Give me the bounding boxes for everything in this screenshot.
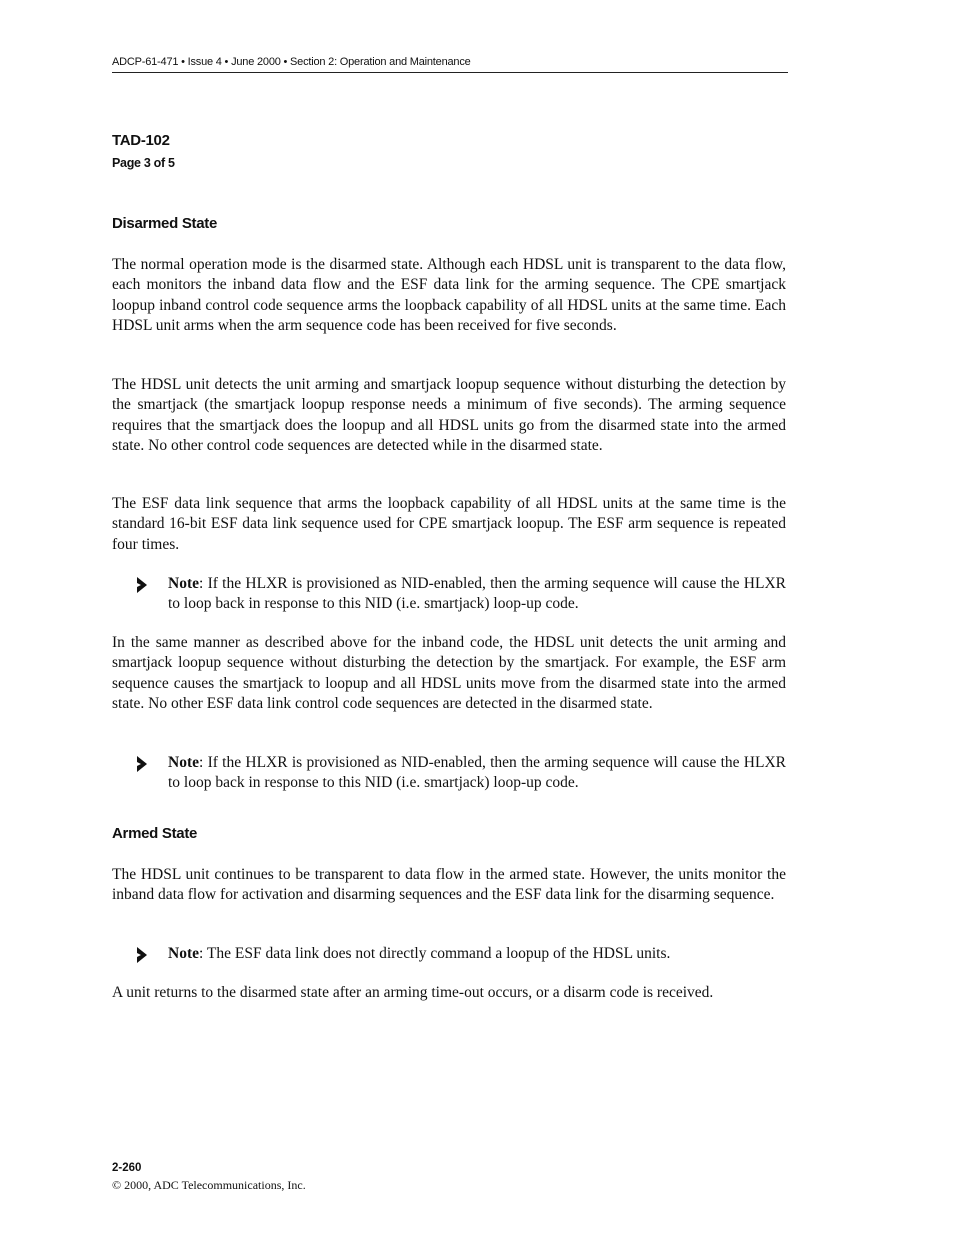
paragraph-disarmed-4: In the same manner as described above for the inband code, the HDSL unit detects the unit arming and smartjack loopup sequence without disturbing the detection by the smartjack. For example, the ESF arm sequence causes the smartjack to loopup and all HDSL units move from the disarmed state into the armed state. No other ESF data link control code sequences are detected in the disarmed state. [112,634,786,712]
note-text: : If the HLXR is provisioned as NID-enabled, then the arming sequence will cause the HLXR to loop back in response to this NID (i.e. smartjack) loop-up code. [168,754,786,792]
note-arrow-icon [134,946,150,964]
paragraph-disarmed-2: The HDSL unit detects the unit arming and smartjack loopup sequence without disturbing the detection by the smartjack (the smartjack loopup response needs a minimum of five seconds). The arming sequence requires that the smartjack does the loopup and all HDSL units go from the disarmed state into the armed state. No other control code sequences are detected while in the disarmed state. [112,376,786,454]
paragraph-disarmed-3: The ESF data link sequence that arms the loopback capability of all HDSL units at the same time is the standard 16-bit ESF data link sequence used for CPE smartjack loopup. The ESF arm sequence is repeated four times. [112,495,786,553]
running-header: ADCP-61-471 • Issue 4 • June 2000 • Section 2: Operation and Maintenance [112,56,788,73]
note-body [168,574,786,615]
note-body [168,944,786,964]
note-nid-enabled-1 [134,574,786,615]
document-id: TAD-102 [112,132,170,149]
note-arrow-icon [134,576,150,594]
note-body [168,753,786,794]
note-label: Note [168,754,199,771]
footer-page-number: 2-260 [112,1162,142,1174]
note-esf-data-link [134,944,786,964]
section-heading-disarmed-state: Disarmed State [112,215,218,232]
note-arrow-icon [134,755,150,773]
paragraph-disarmed-1: The normal operation mode is the disarmed state. Although each HDSL unit is transparent to the data flow, each monitors the inband data flow and the ESF data link for the arming sequence. The CPE smartjack loopup inband control code sequence arms the loopback capability of all HDSL units at the same time. Each HDSL unit arms when the arm sequence code has been received for five seconds. [112,256,786,334]
note-label: Note [168,575,199,592]
note-text: : If the HLXR is provisioned as NID-enabled, then the arming sequence will cause the HLXR to loop back in response to this NID (i.e. smartjack) loop-up code. [168,575,786,613]
footer-copyright: © 2000, ADC Telecommunications, Inc. [112,1178,306,1192]
section-heading-armed-state: Armed State [112,825,198,842]
paragraph-armed-1: The HDSL unit continues to be transparent to data flow in the armed state. However, the units monitor the inband data flow for activation and disarming sequences and the ESF data link for the disarming sequence. [112,866,786,904]
note-nid-enabled-2 [134,753,786,794]
note-label: Note [168,945,199,962]
document-page-indicator: Page 3 of 5 [112,156,175,170]
paragraph-armed-2: A unit returns to the disarmed state after an arming time-out occurs, or a disarm code is received. [112,984,714,1001]
note-text: : The ESF data link does not directly command a loopup of the HDSL units. [199,945,671,962]
